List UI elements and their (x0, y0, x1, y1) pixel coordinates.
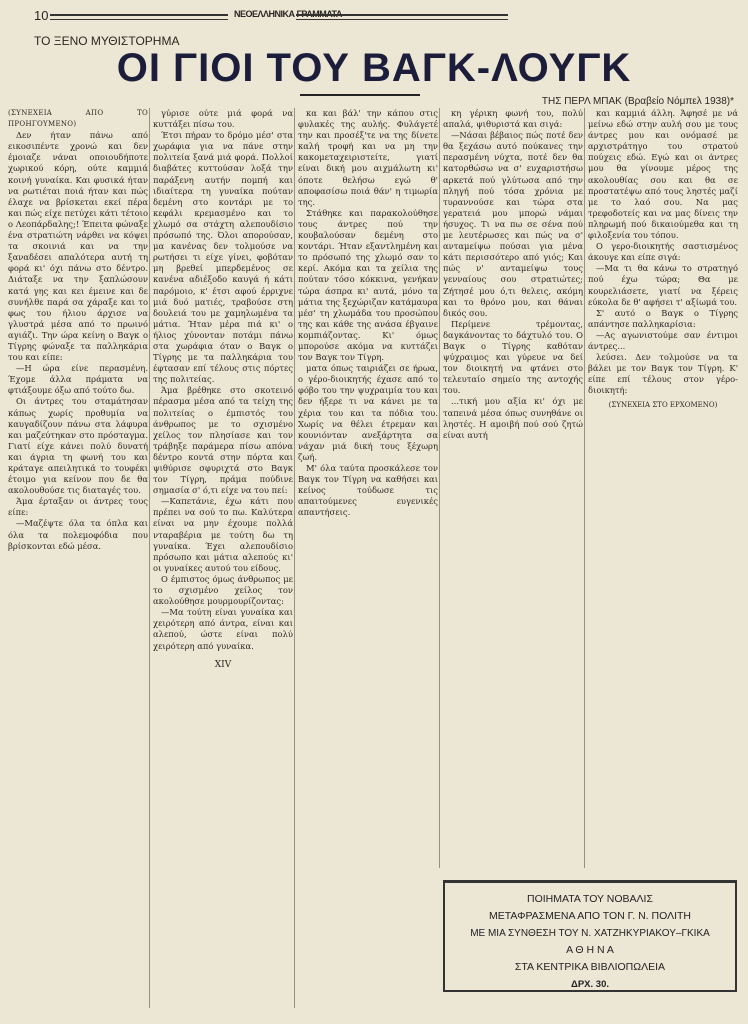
ad-line: Α Θ Η Ν Α (566, 944, 614, 956)
book-advertisement (443, 880, 737, 992)
author-byline: ΤΗΣ ΠΕΡΛ ΜΠΑΚ (Βραβείο Νόμπελ 1938)* (541, 96, 734, 107)
paragraph: γύρισε ούτε μιά φορά να κυττάξει πίσω του. (153, 108, 293, 130)
paragraph: και καμμιά άλλη. Άφησέ με νά μείνω εδώ στην αυλή σου με τους άντρες μου και ονόμασέ με αρχιστράτηγο του στρατού πούχεις εδώ. Εγώ και οι άντρες μου θα γίνουμε μέρος της ακολουθίας σου και θα σε προστατέψω από τους ληστές μαζί με το λαό σου. Να μας τρεφοδοτείς και να μας δίνεις την πληρωμή πού δικαιούμεθα και τη φιλοξενία του τόπου. (588, 108, 738, 241)
paragraph: Άμα βρέθηκε στο σκοτεινό πέρασμα μέσα από τα τείχη της πολιτείας ο έμπιστός του άνθρωπος με το σχισμένο χείλος τον πλησίασε και τον τράβηξε παράμερα πίσω απόνα δέντρο κοντά στην πόρτα και ψιθύρισε σφυριχτά στο Βαγκ τον Τίγρη, πράμα πούδινε σημασία σ' ό,τι είχε να του πεί: (153, 385, 293, 496)
column-4 (443, 108, 583, 873)
ad-line: ΣΤΑ ΚΕΝΤΡΙΚΑ ΒΙΒΛΙΟΠΩΛΕΙΑ (514, 961, 666, 973)
ad-line: ΜΕΤΑΦΡΑΣΜΕΝΑ ΑΠΟ ΤΟΝ Γ. Ν. ΠΟΛΙΤΗ (488, 910, 692, 922)
column-3 (298, 108, 438, 1013)
paragraph: —Νάσαι βέβαιος πώς ποτέ δεν θα ξεχάσω αυτό πούκανες την περασμένη νύχτα, ποτέ δεν θα κατορθώσω να σ' ευχαριστήσω αρκετά πού γλύτωσα από την πληγή πού τόσα χρόνια με τυραννούσε και τώρα στα γερατειά μου μπορώ νάμαι ήσυχος. Τι να πω σε σένα πού με λευτέρωσες και πώς να σ' ανταμείψω πούσαι για μένα κάτι περισσότερο από γιός; Και πώς ν' ανταμείψω τους γενναίους σου στρατιώτες; Ζήτησέ μου ό,τι θελεις, ακόμη και το θρόνο μου, και θάναι δικός σου. (443, 130, 583, 318)
article-title: ΟΙ ΓΙΟΙ ΤΟΥ ΒΑΓΚ-ΛΟΥΓΚ (116, 46, 632, 90)
paragraph: ...τική μου αξία κι' όχι με ταπεινά μέσα όπως συνηθάνε οι ληστές. Η αμοιβή πού σού ζητώ είναι αυτή (443, 396, 583, 440)
paragraph: ματα όπως ταιριάζει σε ήρωα, ο γέρο-διοικητής έχασε από το φόβο του την ψυχραιμία του και δεν ήξερε τι να κάνει με τα χέρια του και τα πόδια του. Χωρίς να θέλει έτρεμαν και κουνιόνταν ανεξάρτητα σα νάχαν μιά δική τους ξέχωρη ζωή. (298, 363, 438, 462)
paragraph: Οι άντρες του σταμάτησαν κάπως χωρίς προθυμία να καυγαδίζουν πάνω στα λάφυρα και μαζεύτηκαν στο πρόσταγμα. Γιατί είχε κάνει πολύ δυνατή και άγρια τη φωνή του και κράταγε απειλητικά το τουφέκι έτοιμο για κείνον που δε θα ακολουθούσε τις διαταγές του. (8, 396, 148, 496)
paragraph: —Η ώρα είνε περασμένη. Έχομε άλλα πράματα να φτιάξουμε όξω από τούτο δω. (8, 363, 148, 396)
section-heading: XIV (214, 659, 232, 670)
column-divider (294, 108, 295, 1008)
header-rule-left (50, 14, 228, 20)
paragraph: Μ' όλα ταύτα προσκάλεσε τον Βαγκ τον Τίγρη να καθήσει και κείνος τούδωσε τις απαιτούμενες ευγενικές απαντήσεις. (298, 463, 438, 518)
paragraph: κη γέρικη φωνή του, πολύ απαλά, ψιθυριστά και σιγά: (443, 108, 583, 130)
column-2 (153, 108, 293, 1013)
header-rule-right (296, 14, 508, 20)
paragraph: —Μα τι θα κάνω το στρατηγό πού έχω τώρα; Θα με κουρελιάσετε, γιατί να ξέρεις εύκολα δε θ' αφήσει τ' αξίωμά του. (588, 263, 738, 307)
section-kicker: ΤΟ ΞΕΝΟ ΜΥΘΙΣΤΟΡΗΜΑ (34, 34, 180, 48)
paragraph: Περίμενε τρέμοντας, δαγκάνοντας το δάχτυλό του. Ο Βαγκ ο Τίγρης καθόταν ψύχραιμος και γύρευε να δεί τον διοικητή να φτάνει στο τελευταίο σημείο της αντοχής του. (443, 318, 583, 396)
ad-line: ΜΕ ΜΙΑ ΣΥΝΘΕΣΗ ΤΟΥ Ν. ΧΑΤΖΗΚΥΡΙΑΚΟΥ–ΓΚΙΚΑ (470, 928, 710, 939)
continued-to: (ΣΥΝΕΧΕΙΑ ΣΤΟ ΕΡΧΟΜΕΝΟ) (608, 401, 718, 410)
column-divider (584, 108, 585, 868)
paragraph: —Καπετάνιε, έχω κάτι που πρέπει να σού το πω. Καλύτερα είναι να μην έχουμε πολλά νταραβέρια με τούτη δω τη γυναίκα. Έχει αλεπουδίσιο πρόσωπο και μάτια αλεπούς κι' οι γυναίκες αυτού του είδους. (153, 496, 293, 573)
page-number: 10 (34, 8, 49, 23)
paragraph: Έτσι πήραν το δρόμο μέσ' στα χωράφια για να πάνε στην πολιτεία ξανά μιά φορά. Πολλοί διαβάτες κυττούσαν λοξά την παράξενη αυτήν πομπή και ιδιαίτερα τη γυναίκα πούταν δεμένη στο κοντάρι με το κεφάλι κρεμασμένο και το χλωμό σα στάχτη αλεπουδίσιο πρόσωπό της. Όλοι απορούσαν, μα κανένας δεν τολμούσε να ρωτήσει τι είχε γίνει, φοβόταν μη βρεθεί μπερδεμένος σε κανένα αδιέξοδο καυγά ή κάτι παρόμοιο, κ' έτσι αφού έρριχνε μιά δυό ματιές, τραβούσε στη δουλειά του με χαμηλωμένα τα μάτια. Ήταν μέρα πιά κι' ο ήλιος χύνονταν ποτάμι πάνω στα χωράφια όταν ο Βαγκ ο Τίγρης με τα παλληκάρια του έφτασαν επί τέλους στις πόρτες της πολιτείας. (153, 130, 293, 385)
paragraph: Ο γερο-διοικητής σαστισμένος άκουγε και είπε σιγά: (588, 241, 738, 263)
paragraph: Σ' αυτό ο Βαγκ ο Τίγρης απάντησε παλληκαρίσια: (588, 307, 738, 329)
paragraph: —Μα τούτη είναι γυναίκα και χειρότερη από άντρα, είναι και αλεπού, ώστε είναι πολύ χειρότερη από γυναίκα. (153, 607, 293, 651)
paragraph: λεύσει. Δεν τολμούσε να τα βάλει με τον Βαγκ τον Τίγρη. Κ' είπε επί τέλους στον γέρο-διοικητή: (588, 352, 738, 396)
paragraph: —Μαζέψτε όλα τα όπλα και όλα τα πολεμοφόδια που βρίσκονται εδώ μέσα. (8, 518, 148, 551)
paragraph: Στάθηκε και παρακολούθησε τους άντρες πού την κουβαλούσαν δεμένη στο κοντάρι. Ήταν εξαντλημένη και το πρόσωπό της χλωμό σαν το κερί. Ακόμα και τα χείλια της πούταν τόσο κόκκινα, γενήκαν τώρα άσπρα κι' αυτά, μόνο τα μάτια της ξεχώριζαν κατάμαυρα μέσ' τη χλωμάδα του προσώπου της και κάθε της ανάσα έβγαινε κομπιάζοντας. Κι' όμως μπορούσε ακόμα να κυττάζει τον Βαγκ τον Τίγρη. (298, 207, 438, 363)
paragraph: Άμα έρταξαν οι άντρες τους είπε: (8, 496, 148, 518)
column-divider (439, 108, 440, 868)
title-underline (300, 94, 420, 96)
paragraph: κα και βάλ' την κάπου στις φυλακές της αυλής. Φυλάγετέ την και προσέξ'τε να της δίνετε καλή τροφή και να μη την κακομεταχειριστείτε, γιατί είναι δική μου αιχμάλωτη κι' όποτε θελήσω εγώ θ' αποφασίσω ποιά θάν' η τιμωρία της. (298, 108, 438, 207)
ad-price: ΔΡΧ. 30. (571, 979, 609, 990)
continued-from: (ΣΥΝΕΧΕΙΑ ΑΠΟ ΤΟ ΠΡΟΗΓΟΥΜΕΝΟ) (8, 109, 148, 129)
paragraph: —Ας αγωνιστούμε σαν έντιμοι άντρες... (588, 329, 738, 351)
paragraph: Ο έμπιστος όμως άνθρωπος με το σχισμένο χείλος τον ακολούθησε μουρμουρίζοντας: (153, 573, 293, 607)
masthead: ΝΕΟΕΛΛΗΝΙΚΑ ΓΡΑΜΜΑΤΑ (234, 9, 342, 19)
column-1 (8, 108, 148, 1013)
paragraph: Δεν ήταν πάνω από εικοσιπέντε χρονώ και δεν έμοιαζε νάναι οποιουδήποτε χωρικού κόρη, ούτε καμμιά κοινή γυναίκα. Και φυσικά ήταν να ρωτιέται ποιά ήταν και πώς έλαχε να βρίσκεται εκεί πέρα και πώς είχε πετύχει κάτι τέτοιο ο Λεοπάρδαλης;! Έπειτα φώναξε ένα στρατιώτη νάρθει να κόψει τα σκοινιά και να την ξαναδέσει απαλότερα αυτή τη φορά κι' όχι πάνω στο δέντρο. Διάταξε να την ξαπλώσουν κατά γης και κει έμεινε και δε συνήλθε παρά σα χάραξε και το φως του ήλιου άρχισε να γλυστρά μέσα από το πρωινό αγιάζι. Την ώρα κείνη ο Βαγκ ο Τίγρης φώναξε τα παλληκάρια του και είπε: (8, 130, 148, 363)
ad-line: ΠΟΙΗΜΑΤΑ ΤΟΥ ΝΟΒΑΛΙΣ (527, 893, 653, 905)
column-5 (588, 108, 738, 873)
column-divider (149, 108, 150, 1008)
